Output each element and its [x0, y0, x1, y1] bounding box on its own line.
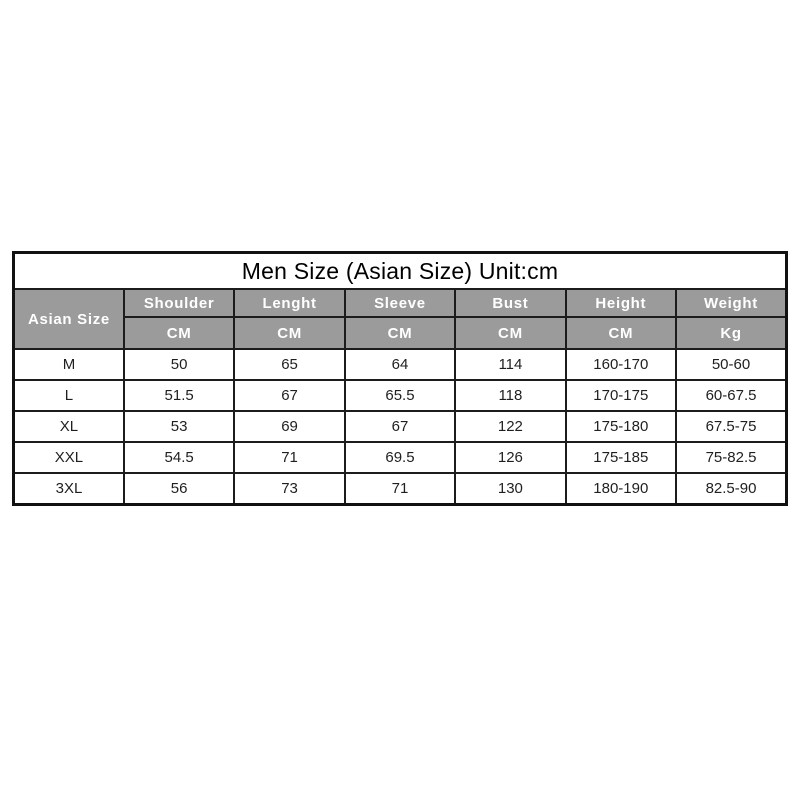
table-row-xl: [14, 411, 787, 442]
table-row-l: [14, 380, 787, 411]
value-cell-weight: 82.5-90: [676, 473, 786, 505]
value-cell-sleeve: 65.5: [345, 380, 455, 411]
unit-header-row: [14, 317, 787, 349]
unit-header-sleeve: CM: [345, 317, 455, 349]
value-cell-lenght: 67: [234, 380, 344, 411]
table-title: Men Size (Asian Size) Unit:cm: [14, 253, 787, 290]
value-cell-shoulder: 50: [124, 349, 234, 380]
size-cell: XL: [14, 411, 124, 442]
value-cell-weight: 60-67.5: [676, 380, 786, 411]
column-header-bust: Bust: [455, 289, 565, 317]
value-cell-bust: 114: [455, 349, 565, 380]
unit-header-bust: CM: [455, 317, 565, 349]
column-header-height: Height: [566, 289, 676, 317]
size-cell: XXL: [14, 442, 124, 473]
unit-header-height: CM: [566, 317, 676, 349]
column-header-sleeve: Sleeve: [345, 289, 455, 317]
value-cell-lenght: 65: [234, 349, 344, 380]
value-cell-height: 175-185: [566, 442, 676, 473]
value-cell-bust: 130: [455, 473, 565, 505]
value-cell-height: 160-170: [566, 349, 676, 380]
value-cell-height: 180-190: [566, 473, 676, 505]
value-cell-sleeve: 64: [345, 349, 455, 380]
column-header-weight: Weight: [676, 289, 786, 317]
value-cell-sleeve: 67: [345, 411, 455, 442]
size-cell: M: [14, 349, 124, 380]
value-cell-lenght: 71: [234, 442, 344, 473]
size-chart-table: [12, 251, 788, 506]
column-header-lenght: Lenght: [234, 289, 344, 317]
unit-header-lenght: CM: [234, 317, 344, 349]
value-cell-sleeve: 71: [345, 473, 455, 505]
table-row-3xl: [14, 473, 787, 505]
size-cell: 3XL: [14, 473, 124, 505]
value-cell-height: 170-175: [566, 380, 676, 411]
unit-header-weight: Kg: [676, 317, 786, 349]
table-row-m: [14, 349, 787, 380]
table-row-xxl: [14, 442, 787, 473]
value-cell-shoulder: 53: [124, 411, 234, 442]
value-cell-weight: 67.5-75: [676, 411, 786, 442]
value-cell-shoulder: 51.5: [124, 380, 234, 411]
value-cell-weight: 75-82.5: [676, 442, 786, 473]
unit-header-shoulder: CM: [124, 317, 234, 349]
column-header-shoulder: Shoulder: [124, 289, 234, 317]
column-header-row: [14, 289, 787, 317]
size-cell: L: [14, 380, 124, 411]
value-cell-sleeve: 69.5: [345, 442, 455, 473]
corner-header-asian-size: Asian Size: [14, 289, 124, 349]
title-row: [14, 253, 787, 290]
value-cell-lenght: 69: [234, 411, 344, 442]
value-cell-lenght: 73: [234, 473, 344, 505]
value-cell-shoulder: 54.5: [124, 442, 234, 473]
value-cell-bust: 118: [455, 380, 565, 411]
value-cell-height: 175-180: [566, 411, 676, 442]
value-cell-shoulder: 56: [124, 473, 234, 505]
value-cell-weight: 50-60: [676, 349, 786, 380]
value-cell-bust: 126: [455, 442, 565, 473]
value-cell-bust: 122: [455, 411, 565, 442]
